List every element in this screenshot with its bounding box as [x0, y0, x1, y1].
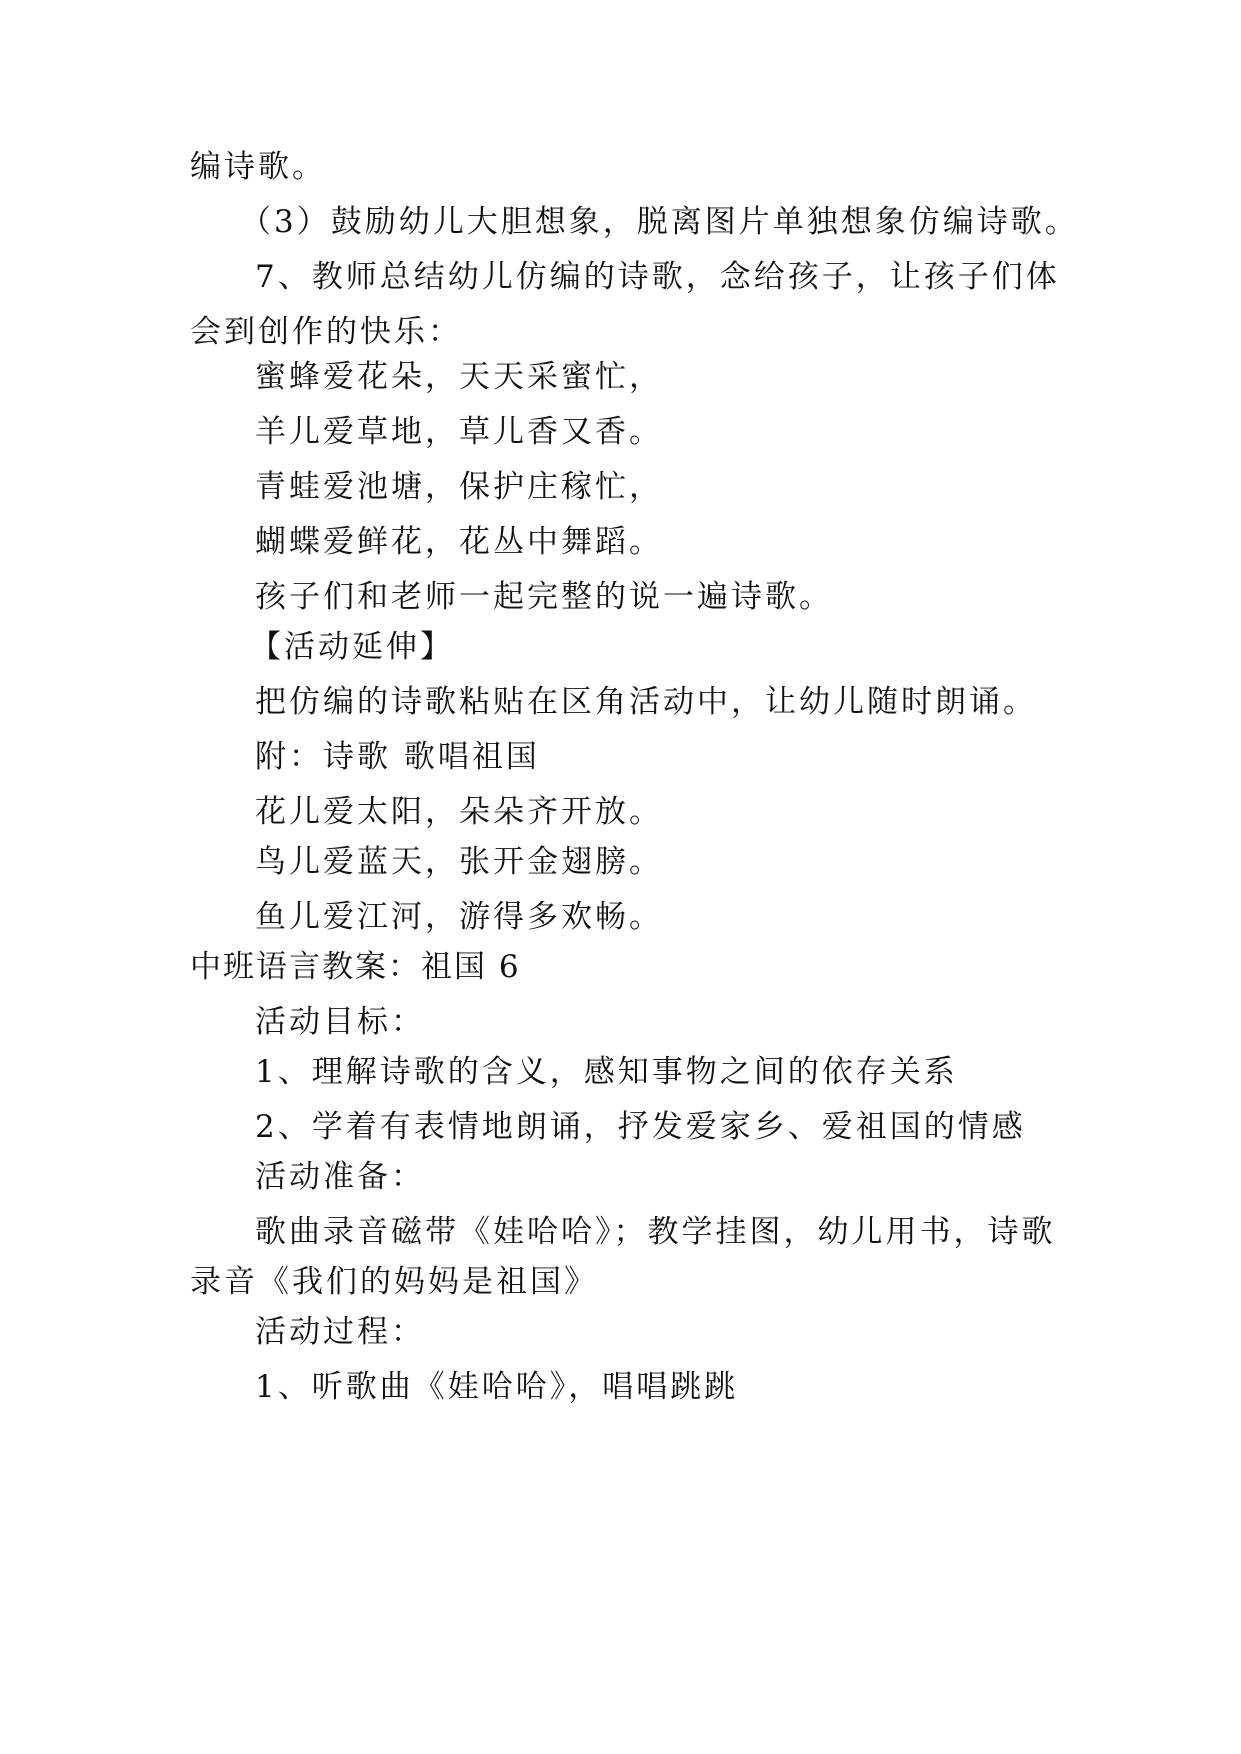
poem-line: 羊儿爱草地，草儿香又香。	[255, 414, 663, 450]
text-line: 活动过程：	[255, 1314, 425, 1350]
section-heading: 【活动延伸】	[250, 629, 454, 665]
text-line: 活动准备：	[255, 1159, 425, 1195]
poem-line: 青蛙爱池塘，保护庄稼忙，	[255, 469, 663, 505]
text-line: （3）鼓励幼儿大胆想象，脱离图片单独想象仿编诗歌。	[240, 204, 1079, 240]
text-line: 录音《我们的妈妈是祖国》	[190, 1264, 598, 1300]
poem-line: 花儿爱太阳，朵朵齐开放。	[255, 794, 663, 830]
text-line: 歌曲录音磁带《娃哈哈》；教学挂图，幼儿用书，诗歌	[255, 1214, 1056, 1250]
text-line: 把仿编的诗歌粘贴在区角活动中，让幼儿随时朗诵。	[255, 684, 1037, 720]
text-line: 附：诗歌 歌唱祖国	[255, 739, 540, 775]
lesson-title: 中班语言教案：祖国 6	[190, 949, 521, 985]
text-line: 孩子们和老师一起完整的说一遍诗歌。	[255, 579, 833, 615]
poem-line: 蜜蜂爱花朵，天天采蜜忙，	[255, 359, 663, 395]
text-line: 会到创作的快乐：	[190, 314, 462, 350]
text-line: 1、理解诗歌的含义，感知事物之间的依存关系	[255, 1054, 958, 1090]
text-line: 编诗歌。	[190, 149, 326, 185]
text-line: 1、听歌曲《娃哈哈》，唱唱跳跳	[255, 1369, 739, 1405]
poem-line: 鱼儿爱江河，游得多欢畅。	[255, 899, 663, 935]
poem-line: 鸟儿爱蓝天，张开金翅膀。	[255, 844, 663, 880]
poem-line: 蝴蝶爱鲜花，花丛中舞蹈。	[255, 524, 663, 560]
text-line: 2、学着有表情地朗诵，抒发爱家乡、爱祖国的情感	[255, 1109, 1026, 1145]
text-line: 7、教师总结幼儿仿编的诗歌，念给孩子，让孩子们体	[255, 259, 1060, 295]
text-line: 活动目标：	[255, 1004, 425, 1040]
